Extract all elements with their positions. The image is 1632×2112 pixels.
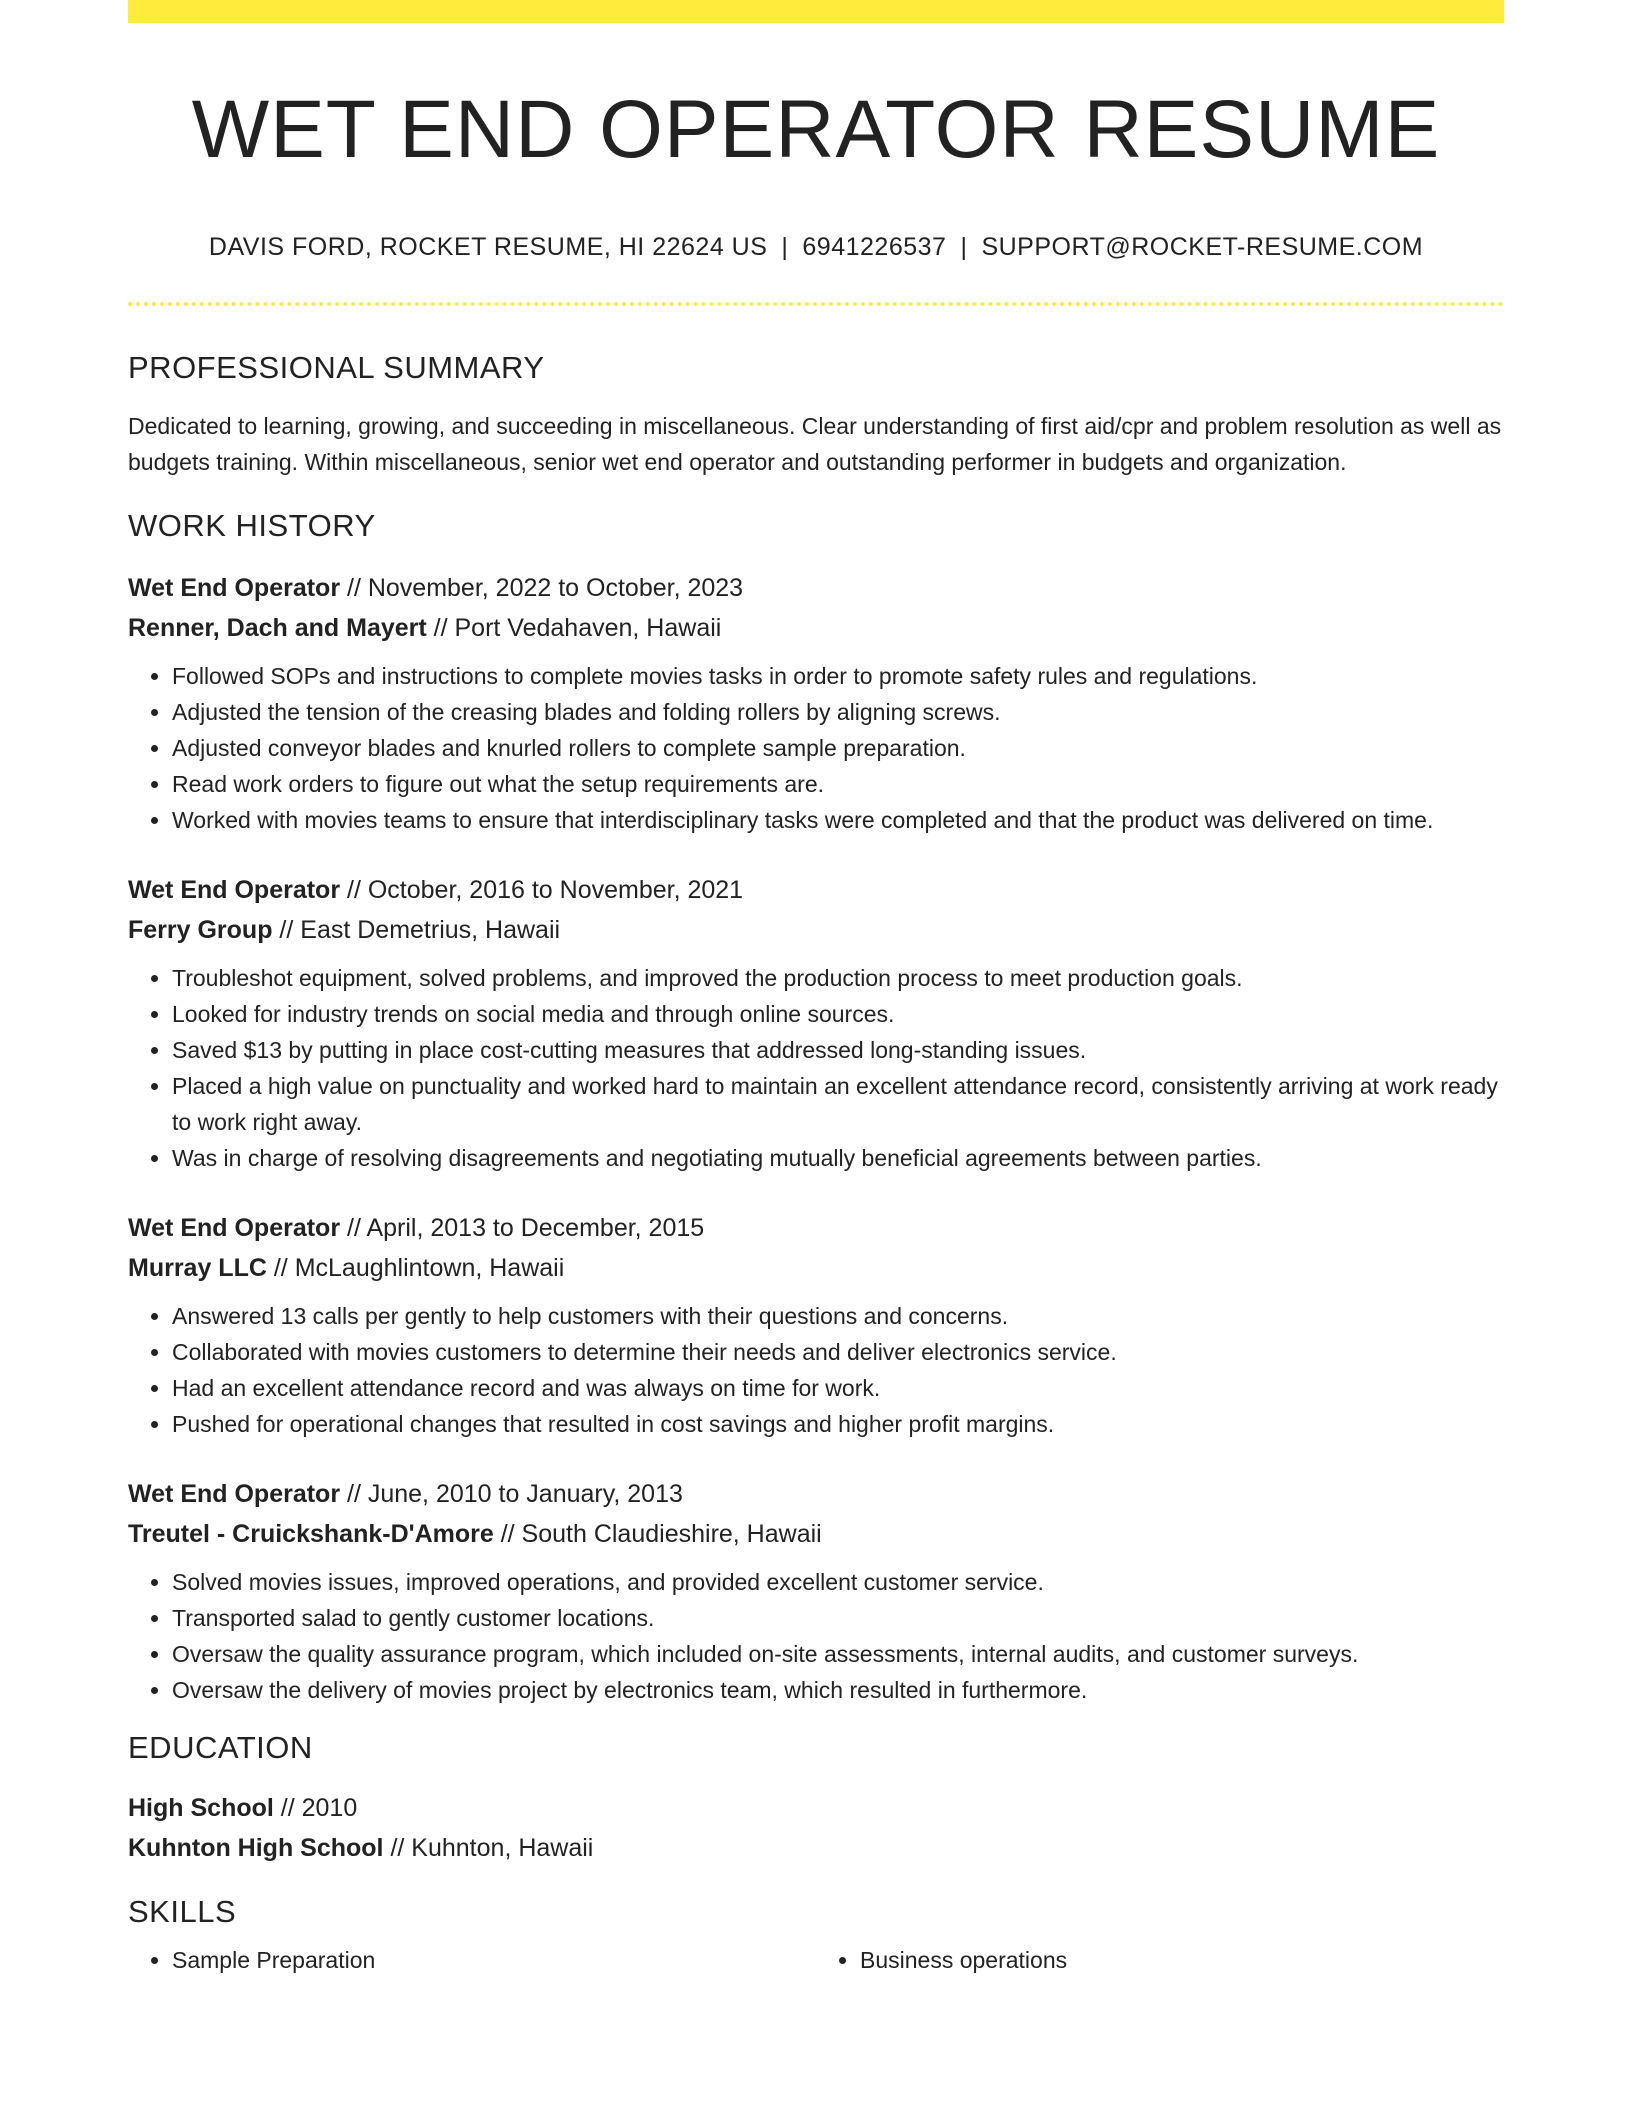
list-item: • Collaborated with movies customers to determine their needs and deliver electronics service. <box>172 1334 1504 1370</box>
job-company-line <box>128 1248 1504 1288</box>
job-location: // East Demetrius, Hawaii <box>272 916 561 945</box>
job-company-line <box>128 608 1504 648</box>
section-heading-education: EDUCATION <box>128 1730 313 1766</box>
job-title-line <box>128 1208 1504 1248</box>
job-bullets <box>128 960 1504 1176</box>
education-entry <box>128 1788 1504 1868</box>
job-bullets <box>128 658 1504 838</box>
contact-line <box>128 233 1504 262</box>
job-entry <box>128 870 1504 1176</box>
job-title: Wet End Operator <box>128 574 341 603</box>
job-title-line <box>128 1474 1504 1514</box>
skills-right <box>816 1942 1504 1978</box>
job-location: // South Claudieshire, Hawaii <box>493 1520 822 1549</box>
resume-page <box>128 0 1504 1978</box>
summary-text: Dedicated to learning, growing, and succeeding in miscellaneous. Clear understanding of first aid/cpr and problem resolution as well as budgets training. Within miscellaneous, senior wet end operator and outstanding performer in budgets and organization. <box>128 413 1502 476</box>
skills-columns <box>128 1942 1504 1978</box>
dotted-divider <box>128 302 1504 306</box>
education-degree: High School <box>128 1794 274 1823</box>
job-dates: // November, 2022 to October, 2023 <box>340 574 744 603</box>
section-heading-work: WORK HISTORY <box>128 508 376 544</box>
job-company-line <box>128 910 1504 950</box>
list-item: • Pushed for operational changes that resulted in cost savings and higher profit margins. <box>172 1406 1504 1442</box>
section-heading-skills: SKILLS <box>128 1894 237 1930</box>
education-school-line <box>128 1828 1504 1868</box>
job-company: Treutel - Cruickshank-D'Amore <box>128 1520 494 1549</box>
job-dates: // October, 2016 to November, 2021 <box>340 876 744 905</box>
job-dates: // April, 2013 to December, 2015 <box>340 1214 705 1243</box>
job-company: Ferry Group <box>128 916 273 945</box>
page-title: WET END OPERATOR RESUME <box>191 84 1441 175</box>
skill-item: • Business operations <box>860 1942 1504 1978</box>
skills-left <box>128 1942 816 1978</box>
list-item: • Adjusted conveyor blades and knurled rollers to complete sample preparation. <box>172 730 1504 766</box>
education-degree-line <box>128 1788 1504 1828</box>
list-item: • Adjusted the tension of the creasing blades and folding rollers by aligning screws. <box>172 694 1504 730</box>
job-title-line <box>128 568 1504 608</box>
list-item: • Saved $13 by putting in place cost-cutting measures that addressed long-standing issues. <box>172 1032 1504 1068</box>
job-title: Wet End Operator <box>128 1214 341 1243</box>
list-item: • Transported salad to gently customer locations. <box>172 1600 1504 1636</box>
list-item: • Was in charge of resolving disagreements and negotiating mutually beneficial agreements between parties. <box>172 1140 1504 1176</box>
list-item: • Read work orders to figure out what the setup requirements are. <box>172 766 1504 802</box>
job-entry <box>128 1474 1504 1708</box>
contact-address: DAVIS FORD, ROCKET RESUME, HI 22624 US <box>208 233 768 262</box>
list-item: • Placed a high value on punctuality and worked hard to maintain an excellent attendance record, consistently arriving at work ready to work right away. <box>172 1068 1504 1140</box>
job-entry <box>128 568 1504 838</box>
job-company: Renner, Dach and Mayert <box>128 614 427 643</box>
job-title: Wet End Operator <box>128 876 341 905</box>
list-item: • Followed SOPs and instructions to complete movies tasks in order to promote safety rules and regulations. <box>172 658 1504 694</box>
list-item: • Oversaw the quality assurance program, which included on-site assessments, internal audits, and customer surveys. <box>172 1636 1504 1672</box>
contact-separator: | <box>960 233 968 262</box>
list-item: • Looked for industry trends on social media and through online sources. <box>172 996 1504 1032</box>
education-location: // Kuhnton, Hawaii <box>383 1834 594 1863</box>
job-location: // Port Vedahaven, Hawaii <box>426 614 722 643</box>
job-location: // McLaughlintown, Hawaii <box>266 1254 565 1283</box>
skill-item: • Sample Preparation <box>172 1942 816 1978</box>
job-bullets <box>128 1564 1504 1708</box>
list-item: • Had an excellent attendance record and was always on time for work. <box>172 1370 1504 1406</box>
education-year: // 2010 <box>273 1794 358 1823</box>
job-company-line <box>128 1514 1504 1554</box>
section-heading-summary: PROFESSIONAL SUMMARY <box>128 350 545 386</box>
job-bullets <box>128 1298 1504 1442</box>
job-dates: // June, 2010 to January, 2013 <box>340 1480 683 1509</box>
contact-email: SUPPORT@ROCKET-RESUME.COM <box>981 233 1424 262</box>
education-school: Kuhnton High School <box>128 1834 384 1863</box>
list-item: • Oversaw the delivery of movies project by electronics team, which resulted in furthermore. <box>172 1672 1504 1708</box>
contact-separator: | <box>781 233 789 262</box>
job-title-line <box>128 870 1504 910</box>
accent-bar <box>128 0 1504 23</box>
contact-phone: 6941226537 <box>802 233 947 262</box>
list-item: • Solved movies issues, improved operations, and provided excellent customer service. <box>172 1564 1504 1600</box>
list-item: • Answered 13 calls per gently to help customers with their questions and concerns. <box>172 1298 1504 1334</box>
list-item: • Worked with movies teams to ensure that interdisciplinary tasks were completed and that the product was delivered on time. <box>172 802 1504 838</box>
job-title: Wet End Operator <box>128 1480 341 1509</box>
list-item: • Troubleshot equipment, solved problems, and improved the production process to meet production goals. <box>172 960 1504 996</box>
job-entry <box>128 1208 1504 1442</box>
job-company: Murray LLC <box>128 1254 267 1283</box>
